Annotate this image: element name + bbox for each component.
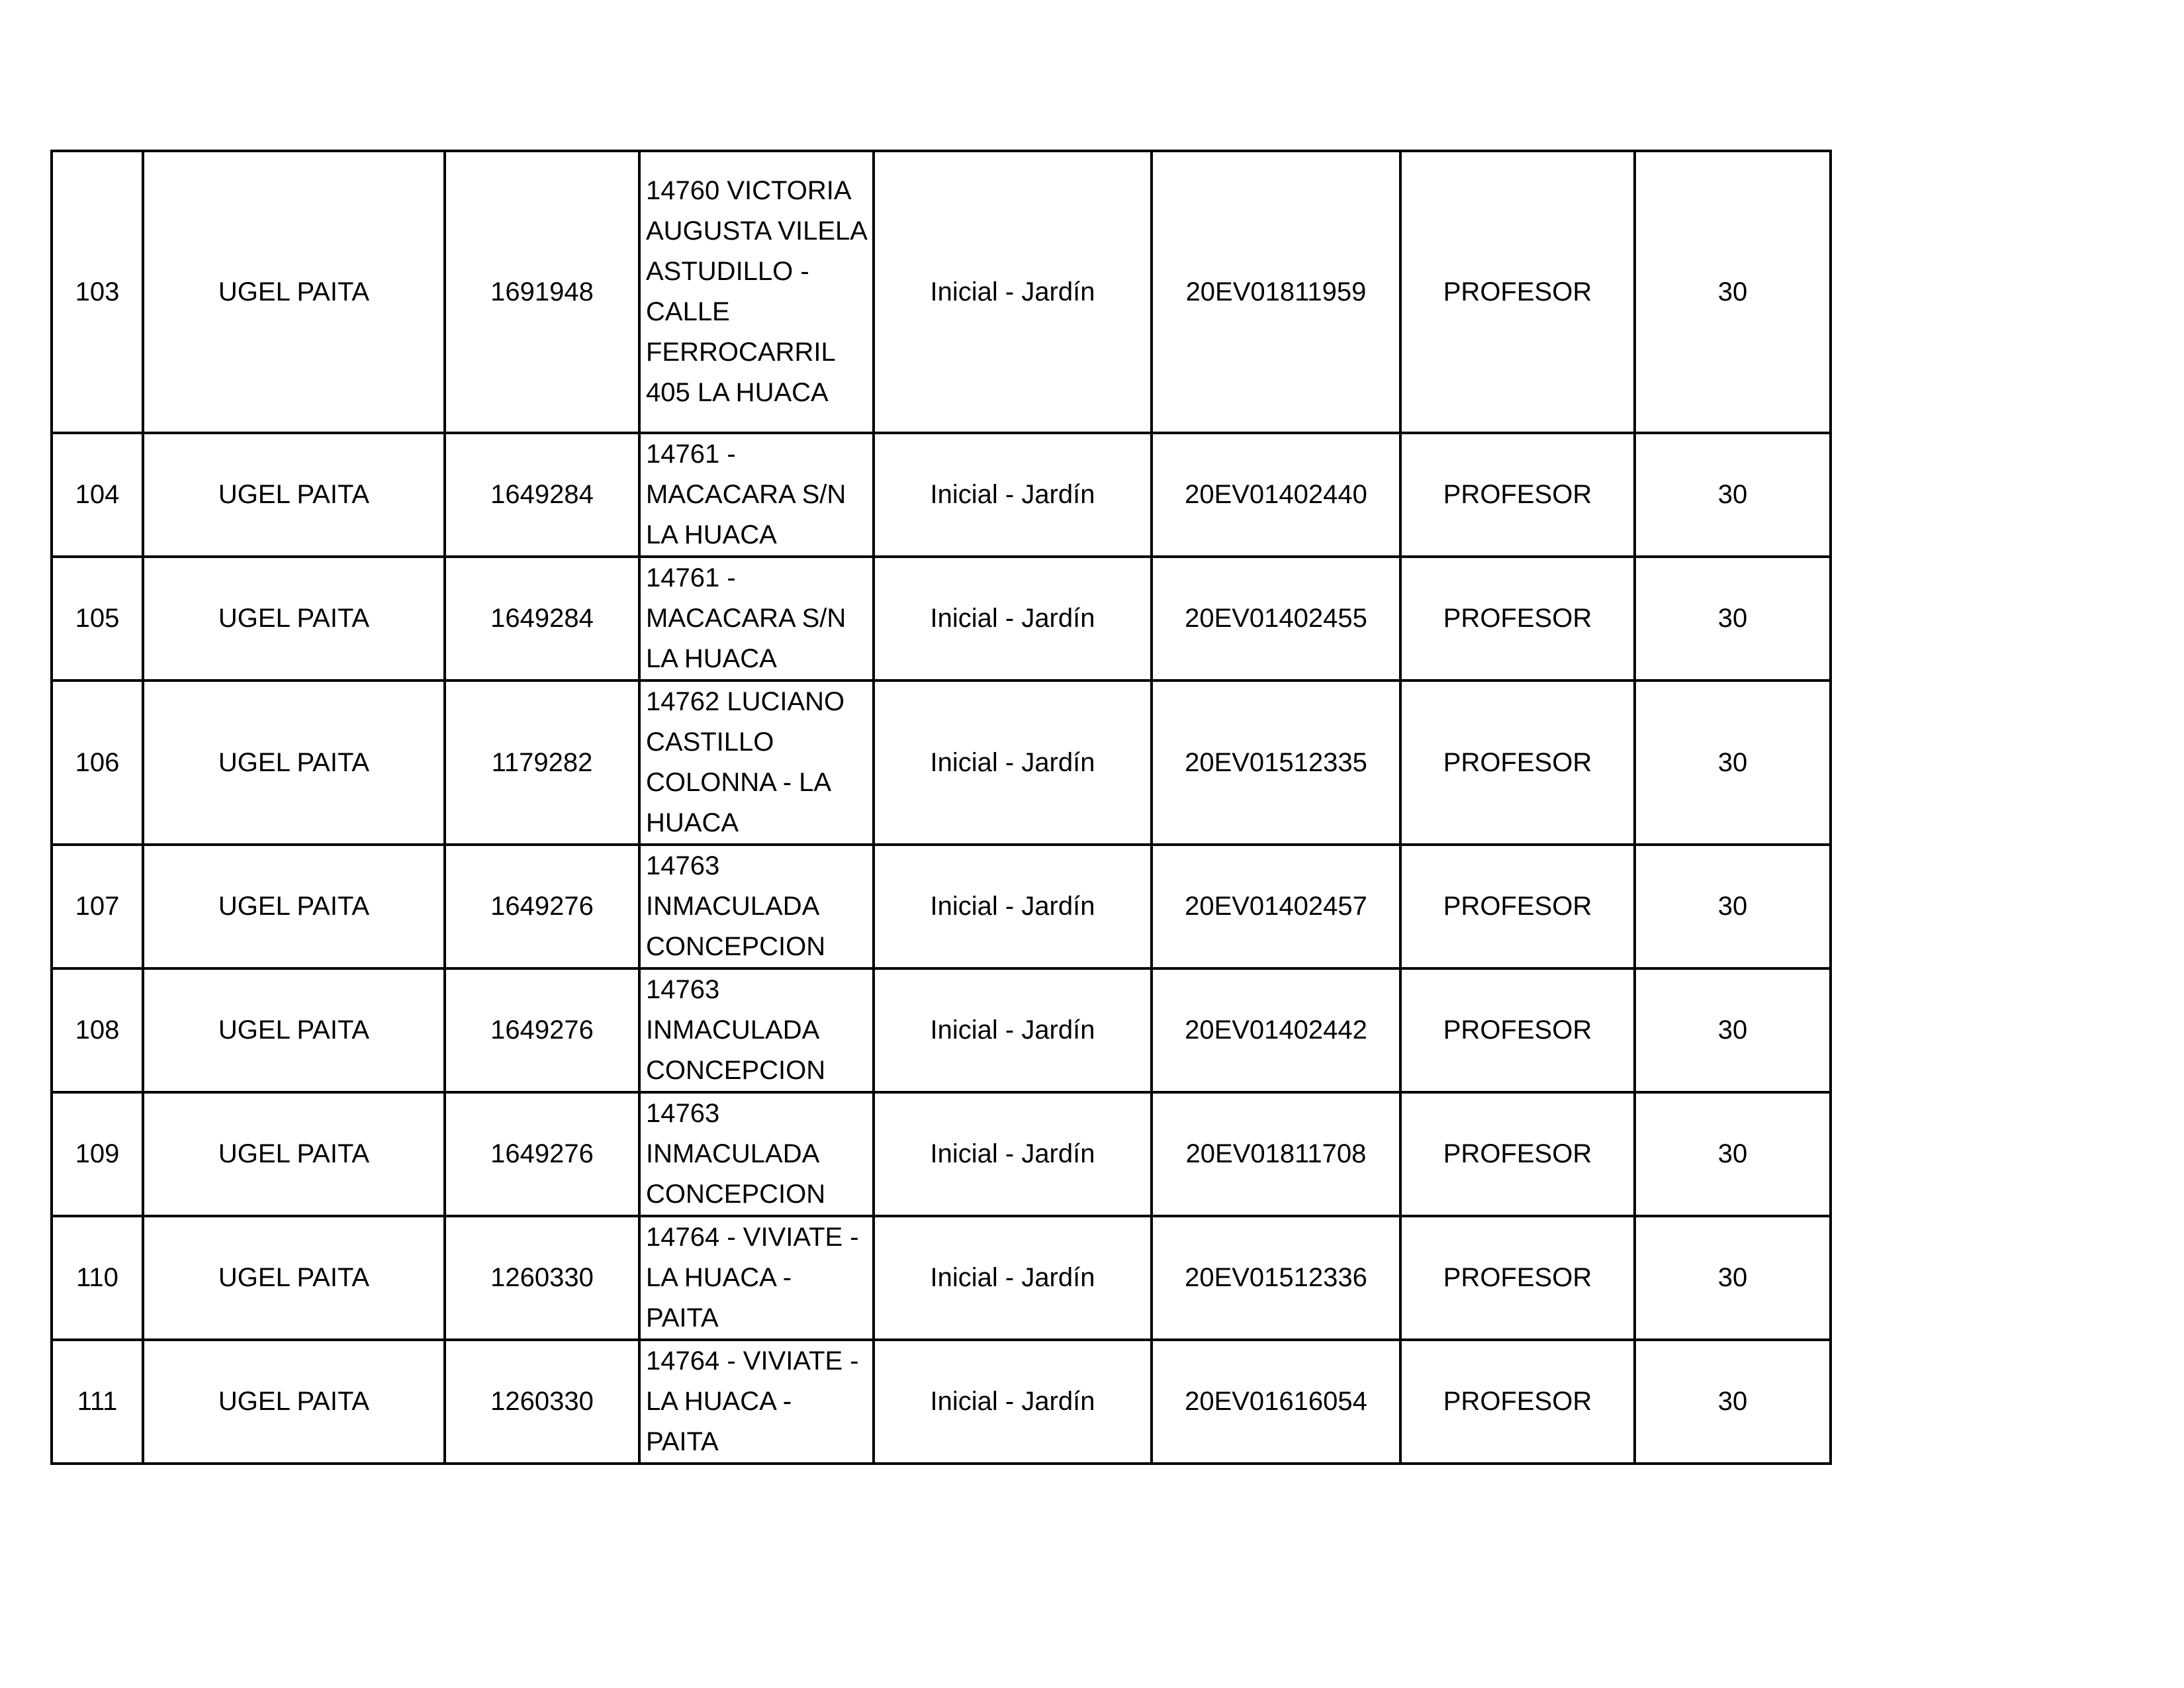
row-number-cell: 110 [52, 1216, 143, 1340]
school-cell: 14762 LUCIANO CASTILLO COLONNA - LA HUACA [639, 680, 874, 845]
table-row [52, 433, 1831, 557]
row-number-cell: 109 [52, 1092, 143, 1216]
table-row [52, 1216, 1831, 1340]
school-cell: 14763 INMACULADA CONCEPCION [639, 845, 874, 968]
plaza-code-cell: 20EV01402440 [1152, 433, 1400, 557]
level-cell: Inicial - Jardín [874, 433, 1152, 557]
position-cell: PROFESOR [1400, 1340, 1635, 1464]
hours-cell: 30 [1635, 845, 1831, 968]
modular-code-cell: 1260330 [445, 1340, 639, 1464]
hours-cell: 30 [1635, 151, 1831, 433]
school-cell: 14764 - VIVIATE - LA HUACA - PAITA [639, 1216, 874, 1340]
table-body [52, 151, 1831, 1464]
table-row [52, 680, 1831, 845]
row-number-cell: 106 [52, 680, 143, 845]
modular-code-cell: 1649276 [445, 968, 639, 1092]
plaza-code-cell: 20EV01811708 [1152, 1092, 1400, 1216]
school-cell: 14760 VICTORIA AUGUSTA VILELA ASTUDILLO - CALLE FERROCARRIL 405 LA HUACA [639, 151, 874, 433]
modular-code-cell: 1649276 [445, 1092, 639, 1216]
ugel-cell: UGEL PAITA [143, 433, 445, 557]
ugel-cell: UGEL PAITA [143, 680, 445, 845]
table-row [52, 845, 1831, 968]
hours-cell: 30 [1635, 557, 1831, 680]
row-number-cell: 105 [52, 557, 143, 680]
school-cell: 14763 INMACULADA CONCEPCION [639, 1092, 874, 1216]
plaza-code-cell: 20EV01402457 [1152, 845, 1400, 968]
level-cell: Inicial - Jardín [874, 557, 1152, 680]
position-cell: PROFESOR [1400, 1216, 1635, 1340]
ugel-cell: UGEL PAITA [143, 151, 445, 433]
row-number-cell: 103 [52, 151, 143, 433]
ugel-cell: UGEL PAITA [143, 1216, 445, 1340]
level-cell: Inicial - Jardín [874, 1092, 1152, 1216]
hours-cell: 30 [1635, 433, 1831, 557]
level-cell: Inicial - Jardín [874, 845, 1152, 968]
plaza-code-cell: 20EV01402442 [1152, 968, 1400, 1092]
row-number-cell: 111 [52, 1340, 143, 1464]
modular-code-cell: 1649284 [445, 433, 639, 557]
hours-cell: 30 [1635, 968, 1831, 1092]
table-row [52, 151, 1831, 433]
modular-code-cell: 1649276 [445, 845, 639, 968]
hours-cell: 30 [1635, 1340, 1831, 1464]
plaza-code-cell: 20EV01512335 [1152, 680, 1400, 845]
level-cell: Inicial - Jardín [874, 1216, 1152, 1340]
position-cell: PROFESOR [1400, 151, 1635, 433]
level-cell: Inicial - Jardín [874, 151, 1152, 433]
plaza-code-cell: 20EV01402455 [1152, 557, 1400, 680]
ugel-cell: UGEL PAITA [143, 1340, 445, 1464]
table-row [52, 557, 1831, 680]
hours-cell: 30 [1635, 1092, 1831, 1216]
school-cell: 14761 - MACACARA S/N LA HUACA [639, 433, 874, 557]
ugel-cell: UGEL PAITA [143, 1092, 445, 1216]
position-cell: PROFESOR [1400, 680, 1635, 845]
level-cell: Inicial - Jardín [874, 680, 1152, 845]
ugel-cell: UGEL PAITA [143, 968, 445, 1092]
modular-code-cell: 1691948 [445, 151, 639, 433]
modular-code-cell: 1260330 [445, 1216, 639, 1340]
level-cell: Inicial - Jardín [874, 1340, 1152, 1464]
ugel-cell: UGEL PAITA [143, 845, 445, 968]
plaza-code-cell: 20EV01616054 [1152, 1340, 1400, 1464]
position-cell: PROFESOR [1400, 845, 1635, 968]
plaza-code-cell: 20EV01811959 [1152, 151, 1400, 433]
modular-code-cell: 1649284 [445, 557, 639, 680]
position-cell: PROFESOR [1400, 433, 1635, 557]
row-number-cell: 108 [52, 968, 143, 1092]
table-row [52, 1092, 1831, 1216]
row-number-cell: 107 [52, 845, 143, 968]
ugel-cell: UGEL PAITA [143, 557, 445, 680]
modular-code-cell: 1179282 [445, 680, 639, 845]
position-cell: PROFESOR [1400, 968, 1635, 1092]
table-row [52, 968, 1831, 1092]
school-cell: 14763 INMACULADA CONCEPCION [639, 968, 874, 1092]
plaza-code-cell: 20EV01512336 [1152, 1216, 1400, 1340]
level-cell: Inicial - Jardín [874, 968, 1152, 1092]
row-number-cell: 104 [52, 433, 143, 557]
hours-cell: 30 [1635, 1216, 1831, 1340]
vacancy-table [50, 150, 1832, 1465]
position-cell: PROFESOR [1400, 557, 1635, 680]
hours-cell: 30 [1635, 680, 1831, 845]
position-cell: PROFESOR [1400, 1092, 1635, 1216]
school-cell: 14761 - MACACARA S/N LA HUACA [639, 557, 874, 680]
school-cell: 14764 - VIVIATE - LA HUACA - PAITA [639, 1340, 874, 1464]
table-row [52, 1340, 1831, 1464]
